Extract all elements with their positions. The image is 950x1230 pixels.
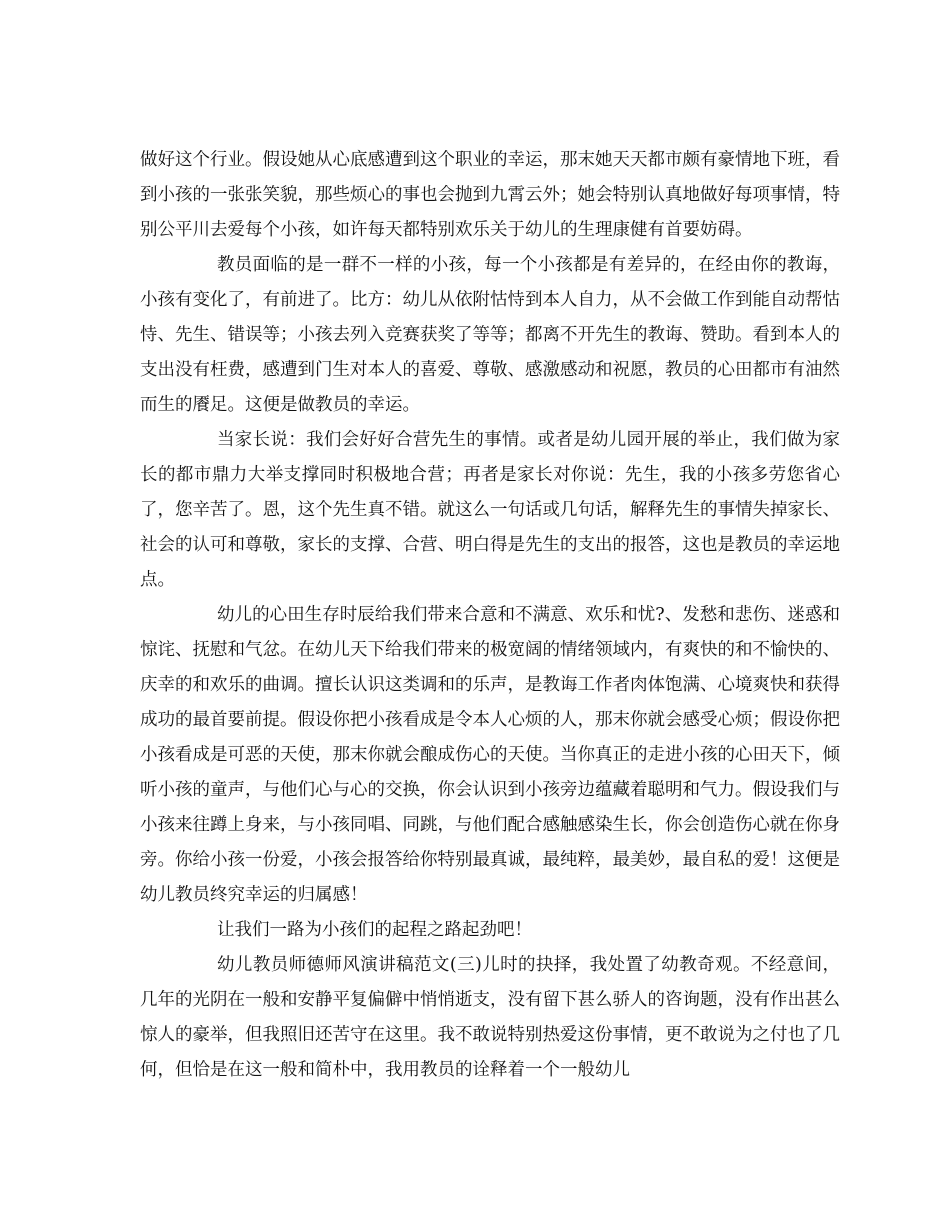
paragraph-1: 做好这个行业。假设她从心底感遭到这个职业的幸运，那末她天天都市颇有豪情地下班，看到小孩的一张张笑貌，那些烦心的事也会抛到九霄云外；她会特别认真地做好每项事情，特别公平川去爱每个小孩，如许每天都特别欢乐关于幼儿的生理康健有首要妨碍。 xyxy=(140,150,840,240)
paragraph-3: 当家长说：我们会好好合营先生的事情。或者是幼儿园开展的举止，我们做为家长的都市鼎力大举支撑同时积极地合营；再者是家长对你说：先生，我的小孩多劳您省心了，您辛苦了。恩，这个先生真不错。就这么一句话或几句话，解释先生的事情失掉家长、社会的认可和尊敬，家长的支撑、合营、明白得是先生的支出的报答，这也是教员的幸运地点。 xyxy=(140,430,840,590)
document-body xyxy=(140,143,840,1088)
paragraph-4: 幼儿的心田生存时辰给我们带来合意和不满意、欢乐和忧?、发愁和悲伤、迷惑和惊诧、抚慰和气忿。在幼儿天下给我们带来的极宽阔的情绪领域内，有爽快的和不愉快的、庆幸的和欢乐的曲调。擅长认识这类调和的乐声，是教诲工作者肉体饱满、心境爽快和获得成功的最首要前提。假设你把小孩看成是令本人心烦的人，那末你就会感受心烦；假设你把小孩看成是可恶的天使，那末你就会酿成伤心的天使。当你真正的走进小孩的心田天下，倾听小孩的童声，与他们心与心的交换，你会认识到小孩旁边蕴藏着聪明和气力。假设我们与小孩来往蹲上身来，与小孩同唱、同跳，与他们配合感触感染生长，你会创造伤心就在你身旁。你给小孩一份爱，小孩会报答给你特别最真诚，最纯粹，最美妙，最自私的爱！这便是幼儿教员终究幸运的归属感！ xyxy=(140,605,840,905)
paragraph-5: 让我们一路为小孩们的起程之路起劲吧！ xyxy=(217,920,532,940)
paragraph-2: 教员面临的是一群不一样的小孩，每一个小孩都是有差异的，在经由你的教诲，小孩有变化了，有前进了。比方：幼儿从依附怙恃到本人自力，从不会做工作到能自动帮怙恃、先生、错误等；小孩去列入竞赛获奖了等等；都离不开先生的教诲、赞助。看到本人的支出没有枉费，感遭到门生对本人的喜爱、尊敬、感激感动和祝愿，教员的心田都市有油然而生的餍足。这便是做教员的幸运。 xyxy=(140,255,840,415)
paragraph-6: 幼儿教员师德师风演讲稿范文(三)儿时的抉择，我处置了幼教奇观。不经意间，几年的光阴在一般和安静平复偏僻中悄悄逝支，没有留下甚么骄人的咨询题，没有作出甚么惊人的豪举，但我照旧还苦守在这里。我不敢说特别热爱这份事情，更不敢说为之付也了几何，但恰是在这一般和简朴中，我用教员的诠释着一个一般幼儿 xyxy=(140,955,840,1080)
